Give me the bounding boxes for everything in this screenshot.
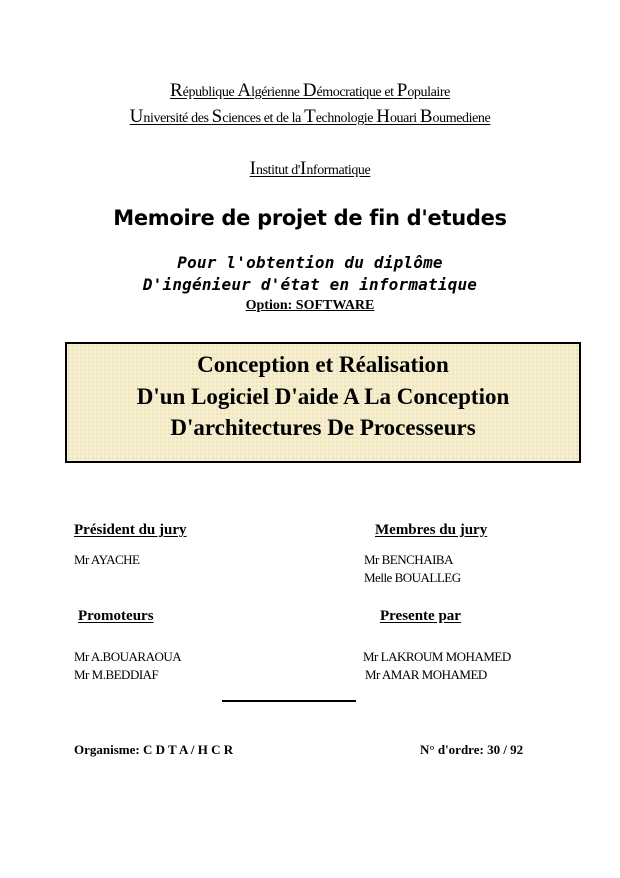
header-word: lgérienne (251, 85, 303, 100)
presenter-name-2: Mr AMAR MOHAMED (365, 667, 487, 682)
header-word: nstitut d' (255, 163, 300, 178)
header-initial: U (129, 106, 144, 127)
president-label: Président du jury (74, 522, 187, 538)
header-word: nformatique (306, 163, 371, 178)
promoteur-name-1: Mr A.BOUARAOUA (74, 649, 182, 664)
header-word: épublique (182, 85, 238, 100)
separator-rule (222, 700, 356, 702)
header-initial: I (249, 158, 256, 179)
presenter-name-1: Mr LAKROUM MOHAMED (363, 649, 511, 664)
subtitle-line-1: Pour l'obtention du diplôme (177, 253, 443, 272)
header-word: ciences et de la (222, 111, 305, 126)
header-word: ouari (389, 111, 420, 126)
project-title-line-1: Conception et Réalisation (197, 352, 449, 377)
header-initial: P (396, 80, 408, 101)
presente-par-label: Presente par (380, 608, 461, 624)
header-initial: H (376, 106, 390, 127)
header-initial: D (302, 80, 317, 101)
header-initial: A (237, 80, 252, 101)
header-initial: I (300, 158, 307, 179)
header-initial: T (304, 106, 316, 127)
president-name: Mr AYACHE (74, 552, 140, 567)
header-word: niversité des (143, 111, 212, 126)
members-label: Membres du jury (375, 522, 488, 538)
promoteur-name-2: Mr M.BEDDIAF (74, 667, 159, 682)
member-name-2: Melle BOUALLEG (364, 570, 461, 585)
university-header (0, 106, 620, 128)
header-word: echnologie (315, 111, 377, 126)
institute-header (0, 158, 620, 180)
organisme-text: Organisme: C D T A / H C R (74, 742, 234, 757)
header-word: opulaire (407, 85, 450, 100)
project-title-line-2: D'un Logiciel D'aide A La Conception (136, 384, 510, 409)
republic-header (0, 80, 620, 102)
member-name-1: Mr BENCHAIBA (364, 552, 453, 567)
option-label: Option: SOFTWARE (245, 298, 375, 313)
promoteurs-label: Promoteurs (78, 608, 154, 624)
header-initial: B (419, 106, 433, 127)
document-title: Memoire de projet de fin d'etudes (113, 206, 507, 230)
option-line (0, 298, 620, 314)
header-initial: R (169, 80, 183, 101)
project-title-box (65, 342, 581, 463)
project-title-line-3: D'architectures De Processeurs (170, 415, 476, 440)
header-word: oumediene (432, 111, 491, 126)
header-initial: S (211, 106, 223, 127)
subtitle-line-2: D'ingénieur d'état en informatique (142, 275, 478, 294)
order-number-text: N° d'ordre: 30 / 92 (420, 742, 524, 757)
header-word: émocratique et (316, 85, 397, 100)
